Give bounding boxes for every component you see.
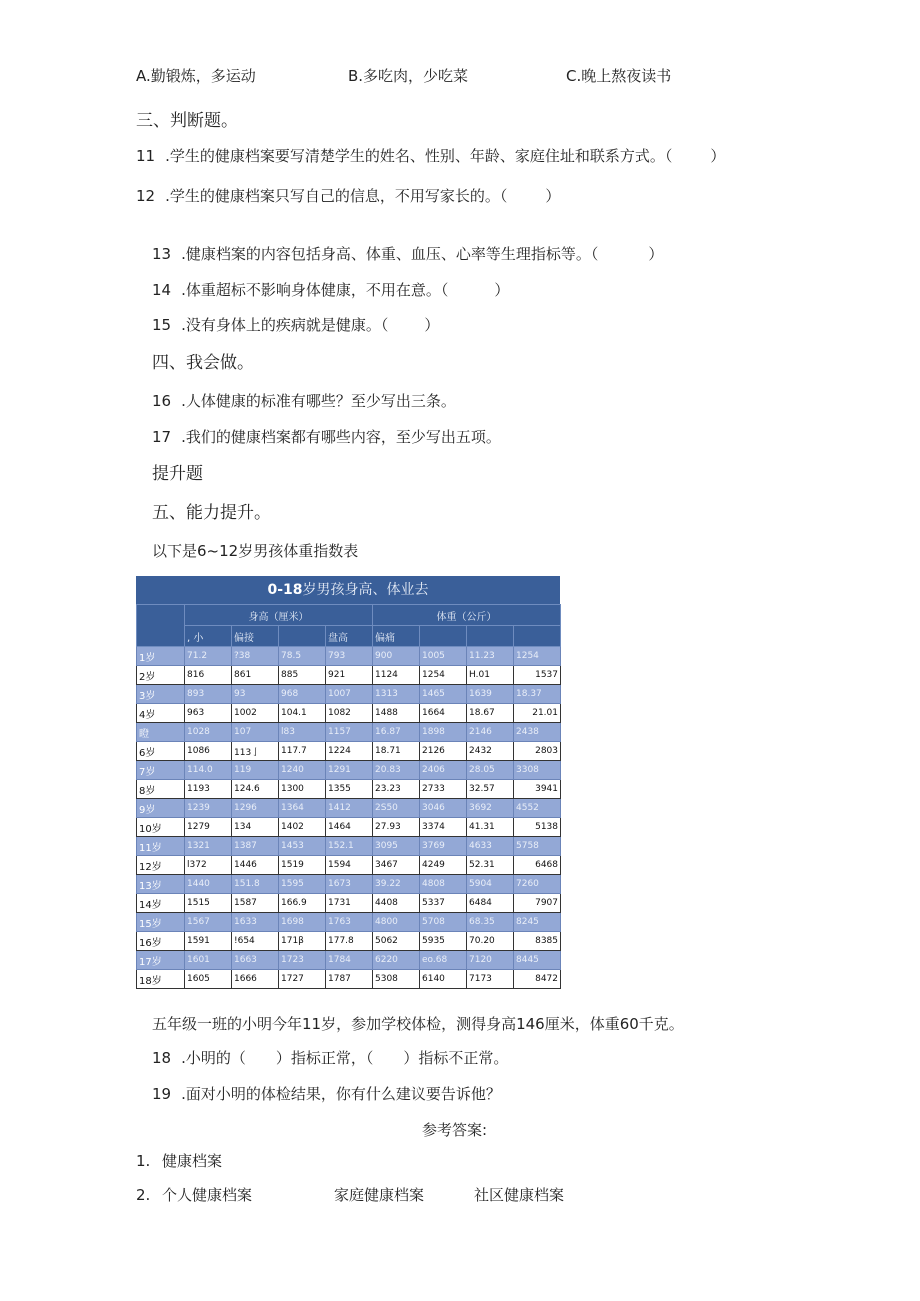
value-cell: 1446 xyxy=(232,856,279,875)
value-cell: 3308 xyxy=(514,761,561,780)
age-cell: 8岁 xyxy=(137,780,185,799)
value-cell: 4249 xyxy=(420,856,467,875)
section-3-heading: 三、判断题。 xyxy=(136,111,238,131)
value-cell: 3769 xyxy=(420,837,467,856)
question-number: 16 xyxy=(152,392,172,410)
value-cell: 68.35 xyxy=(467,913,514,932)
value-cell: 1784 xyxy=(326,951,373,970)
value-cell: 107 xyxy=(232,723,279,742)
subheader-cell: 盘高 xyxy=(326,626,373,647)
question-15 xyxy=(152,315,439,335)
value-cell: 1402 xyxy=(279,818,326,837)
value-cell: 1595 xyxy=(279,875,326,894)
value-cell: 1355 xyxy=(326,780,373,799)
question-number: 17 xyxy=(152,428,172,446)
value-cell: 119 xyxy=(232,761,279,780)
question-paren-close: ） xyxy=(424,316,440,334)
question-text: .没有身体上的疾病就是健康。（ xyxy=(181,316,389,334)
value-cell: 1157 xyxy=(326,723,373,742)
answer-2-c: 社区健康档案 xyxy=(474,1186,565,1204)
height-weight-table xyxy=(136,576,560,989)
value-cell: 921 xyxy=(326,666,373,685)
value-cell: 1440 xyxy=(185,875,232,894)
value-cell: 3095 xyxy=(373,837,420,856)
value-cell: 1633 xyxy=(232,913,279,932)
value-cell: 113亅 xyxy=(232,742,279,761)
value-cell: 124.6 xyxy=(232,780,279,799)
table-row xyxy=(137,666,561,685)
age-cell: 7岁 xyxy=(137,761,185,780)
value-cell: 8385 xyxy=(514,932,561,951)
value-cell: 134 xyxy=(232,818,279,837)
question-number: 13 xyxy=(152,245,172,263)
age-cell: 12岁 xyxy=(137,856,185,875)
question-text: .小明的（ ）指标正常，（ ）指标不正常。 xyxy=(181,1049,509,1067)
value-cell: 2432 xyxy=(467,742,514,761)
value-cell: 1594 xyxy=(326,856,373,875)
value-cell: 114.0 xyxy=(185,761,232,780)
age-cell: 15岁 xyxy=(137,913,185,932)
value-cell: 2S50 xyxy=(373,799,420,818)
age-cell: 3岁 xyxy=(137,685,185,704)
question-text: .健康档案的内容包括身高、体重、血压、心率等生理指标等。（ xyxy=(181,245,599,263)
value-cell: 1591 xyxy=(185,932,232,951)
weight-header: 体重（公斤） xyxy=(373,605,561,626)
age-cell: 13岁 xyxy=(137,875,185,894)
question-text: .学生的健康档案只写自己的信息，不用写家长的。（ xyxy=(165,187,508,205)
question-paren-close: ） xyxy=(545,187,561,205)
value-cell: 3941 xyxy=(514,780,561,799)
age-cell: 1岁 xyxy=(137,647,185,666)
age-cell: 6岁 xyxy=(137,742,185,761)
value-cell: 1698 xyxy=(279,913,326,932)
value-cell: 1723 xyxy=(279,951,326,970)
value-cell: 1364 xyxy=(279,799,326,818)
subheader-cell xyxy=(514,626,561,647)
age-cell: 瞪 xyxy=(137,723,185,742)
answer-2-b: 家庭健康档案 xyxy=(334,1186,425,1204)
value-cell: 1663 xyxy=(232,951,279,970)
value-cell: 1239 xyxy=(185,799,232,818)
value-cell: 1464 xyxy=(326,818,373,837)
value-cell: 1082 xyxy=(326,704,373,723)
value-cell: 1787 xyxy=(326,970,373,989)
value-cell: 1300 xyxy=(279,780,326,799)
value-cell: 1666 xyxy=(232,970,279,989)
value-cell: 1567 xyxy=(185,913,232,932)
value-cell: 1086 xyxy=(185,742,232,761)
value-cell: 7173 xyxy=(467,970,514,989)
value-cell: 4408 xyxy=(373,894,420,913)
value-cell: 2146 xyxy=(467,723,514,742)
section-4-heading: 四、我会做。 xyxy=(152,353,254,373)
subheader-cell: , 小 xyxy=(185,626,232,647)
value-cell: 1537 xyxy=(514,666,561,685)
value-cell: 4633 xyxy=(467,837,514,856)
value-cell: 968 xyxy=(279,685,326,704)
value-cell: 5708 xyxy=(420,913,467,932)
value-cell: 1193 xyxy=(185,780,232,799)
option-c: C.晚上熬夜读书 xyxy=(566,67,672,85)
value-cell: l83 xyxy=(279,723,326,742)
value-cell: 152.1 xyxy=(326,837,373,856)
question-number: 12 xyxy=(136,187,156,205)
value-cell: 5758 xyxy=(514,837,561,856)
value-cell: 3046 xyxy=(420,799,467,818)
question-13 xyxy=(152,244,663,264)
question-11 xyxy=(136,146,725,166)
value-cell: 8472 xyxy=(514,970,561,989)
question-19 xyxy=(152,1084,501,1104)
question-number: 14 xyxy=(152,281,172,299)
value-cell: 41.31 xyxy=(467,818,514,837)
value-cell: 7120 xyxy=(467,951,514,970)
value-cell: 52.31 xyxy=(467,856,514,875)
value-cell: 1313 xyxy=(373,685,420,704)
value-cell: 5308 xyxy=(373,970,420,989)
value-cell: 893 xyxy=(185,685,232,704)
question-text: .学生的健康档案要写清楚学生的姓名、性别、年龄、家庭住址和联系方式。（ xyxy=(165,147,673,165)
value-cell: eo.68 xyxy=(420,951,467,970)
value-cell: 1673 xyxy=(326,875,373,894)
value-cell: 816 xyxy=(185,666,232,685)
question-16 xyxy=(152,391,456,411)
value-cell: 1296 xyxy=(232,799,279,818)
value-cell: 1254 xyxy=(514,647,561,666)
table-row xyxy=(137,685,561,704)
subheader-cell xyxy=(420,626,467,647)
value-cell: 963 xyxy=(185,704,232,723)
value-cell: 1321 xyxy=(185,837,232,856)
answer-a: 个人健康档案 xyxy=(162,1186,253,1204)
subheader-cell: 偏接 xyxy=(232,626,279,647)
value-cell: 6220 xyxy=(373,951,420,970)
value-cell: 166.9 xyxy=(279,894,326,913)
value-cell: 5904 xyxy=(467,875,514,894)
table-row xyxy=(137,780,561,799)
improve-heading: 提升题 xyxy=(152,464,203,484)
table-row xyxy=(137,970,561,989)
table-row xyxy=(137,704,561,723)
value-cell: 900 xyxy=(373,647,420,666)
value-cell: 20.83 xyxy=(373,761,420,780)
value-cell: ?38 xyxy=(232,647,279,666)
table-row xyxy=(137,799,561,818)
age-cell: 14岁 xyxy=(137,894,185,913)
value-cell: 7260 xyxy=(514,875,561,894)
value-cell: 21.01 xyxy=(514,704,561,723)
value-cell: 39.22 xyxy=(373,875,420,894)
value-cell: 1279 xyxy=(185,818,232,837)
value-cell: 2406 xyxy=(420,761,467,780)
value-cell: 18.37 xyxy=(514,685,561,704)
subheader-cell xyxy=(279,626,326,647)
value-cell: 70.20 xyxy=(467,932,514,951)
value-cell: 1519 xyxy=(279,856,326,875)
table-row xyxy=(137,761,561,780)
answer-text: 健康档案 xyxy=(162,1152,223,1170)
value-cell: 78.5 xyxy=(279,647,326,666)
value-cell: 1515 xyxy=(185,894,232,913)
answer-number: 2. xyxy=(136,1186,151,1204)
value-cell: 1587 xyxy=(232,894,279,913)
section-5-heading: 五、能力提升。 xyxy=(152,503,271,523)
value-cell: 1763 xyxy=(326,913,373,932)
question-14 xyxy=(152,280,509,300)
question-text: .面对小明的体检结果，你有什么建议要告诉他？ xyxy=(181,1085,501,1103)
value-cell: 23.23 xyxy=(373,780,420,799)
question-text: .体重超标不影响身体健康，不用在意。（ xyxy=(181,281,449,299)
question-paren-close: ） xyxy=(710,147,726,165)
subheader-cell: 偏痛 xyxy=(373,626,420,647)
value-cell: 171β xyxy=(279,932,326,951)
answer-number: 1. xyxy=(136,1152,151,1170)
subheader-cell xyxy=(467,626,514,647)
table-row xyxy=(137,951,561,970)
age-cell: 18岁 xyxy=(137,970,185,989)
value-cell: 6484 xyxy=(467,894,514,913)
value-cell: 885 xyxy=(279,666,326,685)
value-cell: 1254 xyxy=(420,666,467,685)
value-cell: 5138 xyxy=(514,818,561,837)
value-cell: 1124 xyxy=(373,666,420,685)
value-cell: 28.05 xyxy=(467,761,514,780)
value-cell: 2126 xyxy=(420,742,467,761)
value-cell: 2438 xyxy=(514,723,561,742)
value-cell: 3374 xyxy=(420,818,467,837)
question-18 xyxy=(152,1048,508,1068)
value-cell: 117.7 xyxy=(279,742,326,761)
question-text: .我们的健康档案都有哪些内容，至少写出五项。 xyxy=(181,428,501,446)
value-cell: 8245 xyxy=(514,913,561,932)
value-cell: l372 xyxy=(185,856,232,875)
age-cell: 9岁 xyxy=(137,799,185,818)
value-cell: 1731 xyxy=(326,894,373,913)
value-cell: 1007 xyxy=(326,685,373,704)
value-cell: 1224 xyxy=(326,742,373,761)
value-cell: 18.67 xyxy=(467,704,514,723)
value-cell: 6140 xyxy=(420,970,467,989)
value-cell: 1465 xyxy=(420,685,467,704)
value-cell: !654 xyxy=(232,932,279,951)
value-cell: 104.1 xyxy=(279,704,326,723)
table-row xyxy=(137,932,561,951)
value-cell: 177.8 xyxy=(326,932,373,951)
value-cell: 4552 xyxy=(514,799,561,818)
value-cell: 5337 xyxy=(420,894,467,913)
value-cell: 2733 xyxy=(420,780,467,799)
question-number: 18 xyxy=(152,1049,172,1067)
age-cell: 10岁 xyxy=(137,818,185,837)
value-cell: 1005 xyxy=(420,647,467,666)
table-row xyxy=(137,837,561,856)
table-title: 0-18岁男孩身高、体业去 xyxy=(136,576,560,604)
value-cell: 151.8 xyxy=(232,875,279,894)
value-cell: 2803 xyxy=(514,742,561,761)
value-cell: 71.2 xyxy=(185,647,232,666)
value-cell: 1898 xyxy=(420,723,467,742)
value-cell: 1412 xyxy=(326,799,373,818)
value-cell: 1240 xyxy=(279,761,326,780)
value-cell: H.01 xyxy=(467,666,514,685)
value-cell: 16.87 xyxy=(373,723,420,742)
table-row xyxy=(137,875,561,894)
table-intro: 以下是6~12岁男孩体重指数表 xyxy=(152,542,359,560)
value-cell: 11.23 xyxy=(467,647,514,666)
height-header: 身高（厘米） xyxy=(185,605,373,626)
value-cell: 6468 xyxy=(514,856,561,875)
question-17 xyxy=(152,427,501,447)
option-a: A.勤锻炼，多运动 xyxy=(136,67,256,85)
value-cell: 1664 xyxy=(420,704,467,723)
table-row xyxy=(137,894,561,913)
value-cell: 1605 xyxy=(185,970,232,989)
value-cell: 1028 xyxy=(185,723,232,742)
value-cell: 1727 xyxy=(279,970,326,989)
option-b: B.多吃肉，少吃菜 xyxy=(348,67,469,85)
table-row xyxy=(137,856,561,875)
age-cell: 17岁 xyxy=(137,951,185,970)
age-cell: 11岁 xyxy=(137,837,185,856)
value-cell: 4808 xyxy=(420,875,467,894)
value-cell: 4800 xyxy=(373,913,420,932)
question-paren-close: ） xyxy=(494,281,510,299)
age-cell: 16岁 xyxy=(137,932,185,951)
value-cell: 1453 xyxy=(279,837,326,856)
value-cell: 1639 xyxy=(467,685,514,704)
age-cell: 4岁 xyxy=(137,704,185,723)
value-cell: 8445 xyxy=(514,951,561,970)
data-table xyxy=(136,604,561,989)
value-cell: 5062 xyxy=(373,932,420,951)
value-cell: 1291 xyxy=(326,761,373,780)
question-text: .人体健康的标准有哪些？至少写出三条。 xyxy=(181,392,456,410)
question-number: 15 xyxy=(152,316,172,334)
value-cell: 3692 xyxy=(467,799,514,818)
age-cell: 2岁 xyxy=(137,666,185,685)
table-row xyxy=(137,742,561,761)
table-row xyxy=(137,647,561,666)
table-row xyxy=(137,723,561,742)
value-cell: 7907 xyxy=(514,894,561,913)
value-cell: 18.71 xyxy=(373,742,420,761)
value-cell: 3467 xyxy=(373,856,420,875)
answer-1 xyxy=(136,1151,222,1171)
value-cell: 1601 xyxy=(185,951,232,970)
value-cell: 793 xyxy=(326,647,373,666)
question-number: 19 xyxy=(152,1085,172,1103)
table-row xyxy=(137,818,561,837)
value-cell: 5935 xyxy=(420,932,467,951)
value-cell: 93 xyxy=(232,685,279,704)
age-header-cell xyxy=(137,605,185,647)
answers-title: 参考答案: xyxy=(422,1121,488,1139)
question-number: 11 xyxy=(136,147,156,165)
question-paren-close: ） xyxy=(648,245,664,263)
table-row xyxy=(137,913,561,932)
value-cell: 1002 xyxy=(232,704,279,723)
value-cell: 1387 xyxy=(232,837,279,856)
value-cell: 27.93 xyxy=(373,818,420,837)
answer-2 xyxy=(136,1185,252,1205)
value-cell: 1488 xyxy=(373,704,420,723)
scenario-text: 五年级一班的小明今年11岁，参加学校体检，测得身高146厘米，体重60千克。 xyxy=(152,1015,684,1033)
value-cell: 32.57 xyxy=(467,780,514,799)
question-12 xyxy=(136,186,560,206)
value-cell: 861 xyxy=(232,666,279,685)
